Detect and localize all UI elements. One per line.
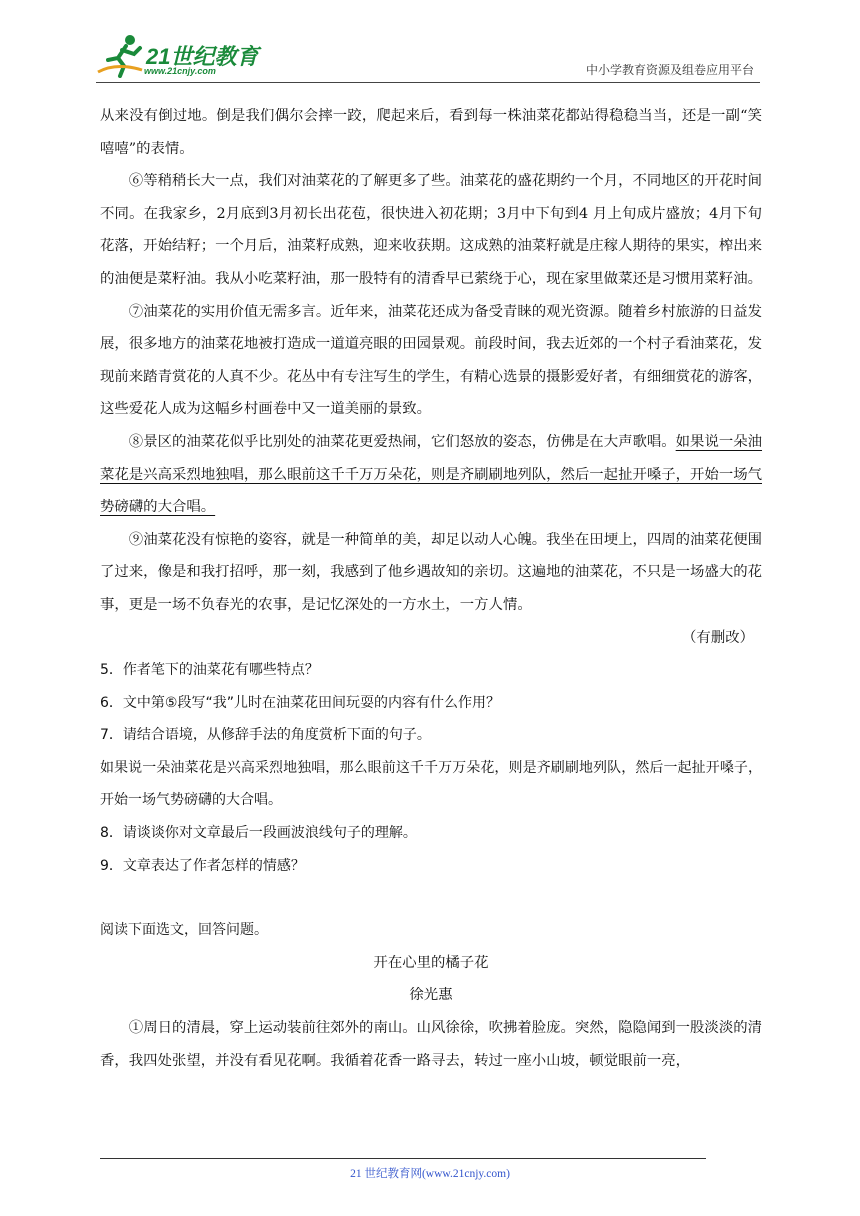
paragraph-continued: 从来没有倒过地。倒是我们偶尔会摔一跤，爬起来后，看到每一株油菜花都站得稳稳当当，还是一副“笑嘻嘻”的表情。 (100, 108, 762, 157)
paragraph-8-text: ⑧景区的油菜花似乎比别处的油菜花更爱热闹，它们怒放的姿态，仿佛是在大声歌唱。 (128, 433, 676, 450)
page-header (96, 30, 760, 83)
article-author: 徐光惠 (409, 987, 453, 1004)
question-9: 9．文章表达了作者怎样的情感？ (100, 857, 305, 874)
reading-instruction: 阅读下面选文，回答问题。 (100, 922, 268, 939)
question-7-quote: 如果说一朵油菜花是兴高采烈地独唱，那么眼前这千千万万朵花，则是齐刷刷地列队，然后一起扯开嗓子，开始一场气势磅礴的大合唱。 (100, 759, 762, 809)
paragraph-6: ⑥等稍稍长大一点，我们对油菜花的了解更多了些。油菜花的盛花期约一个月，不同地区的开花时间不同。在我家乡，2月底到3月初长出花苞，很快进入初花期；3月中下旬到4 月上旬成片盛放；4月下旬花落，开始结籽；一个月后，油菜籽成熟，迎来收获期。这成熟的油菜籽就是庄稼人期待的果实，榨出来的油便是菜籽油。我从小吃菜籽油，那一股特有的清香早已萦绕于心，现在家里做菜还是习惯用菜籽油。 (100, 173, 762, 287)
logo-text: 21世纪教育 (146, 44, 259, 69)
question-7: 7．请结合语境，从修辞手法的角度赏析下面的句子。 (100, 727, 431, 744)
question-6: 6．文中第⑤段写“我”儿时在油菜花田间玩耍的内容有什么作用？ (100, 694, 500, 711)
source-note: （有删改） (682, 629, 754, 646)
logo-url: www.21cnjy.com (144, 66, 216, 76)
document-body (100, 100, 762, 1077)
question-8: 8．请谈谈你对文章最后一段画波浪线句子的理解。 (100, 825, 417, 842)
runner-logo-icon (96, 32, 148, 78)
paragraph-8 (100, 426, 762, 524)
underlined-sentence: 如果说一朵油菜花是兴高采烈地独唱，那么眼前这千千万万朵花，则是齐刷刷地列队，然后一起扯开嗓子，开始一场气势磅礴的大合唱。 (100, 433, 763, 516)
platform-name: 中小学教育资源及组卷应用平台 (585, 63, 754, 77)
question-5: 5．作者笔下的油菜花有哪些特点？ (100, 662, 319, 679)
article-paragraph-1: ①周日的清晨，穿上运动装前往郊外的南山。山风徐徐，吹拂着脸庞。突然，隐隐闻到一股淡淡的清香，我四处张望，并没有看见花啊。我循着花香一路寻去，转过一座小山坡，顿觉眼前一亮， (100, 1020, 762, 1069)
site-logo[interactable] (96, 32, 266, 80)
page-footer[interactable]: 21 世纪教育网(www.21cnjy.com) (350, 1168, 510, 1180)
paragraph-9: ⑨油菜花没有惊艳的姿容，就是一种简单的美，却足以动人心魄。我坐在田埂上，四周的油菜花便围了过来，像是和我打招呼，那一刻，我感到了他乡遇故知的亲切。这遍地的油菜花，不只是一场盛大的花事，更是一场不负春光的农事，是记忆深处的一方水土，一方人情。 (100, 531, 762, 613)
paragraph-7: ⑦油菜花的实用价值无需多言。近年来，油菜花还成为备受青睐的观光资源。随着乡村旅游的日益发展，很多地方的油菜花地被打造成一道道亮眼的田园景观。前段时间，我去近郊的一个村子看油菜花，发现前来踏青赏花的人真不少。花丛中有专注写生的学生，有精心选景的摄影爱好者，有细细赏花的游客，这些爱花人成为这幅乡村画卷中又一道美丽的景致。 (100, 303, 762, 418)
article-title: 开在心里的橘子花 (373, 954, 489, 971)
footer-divider (100, 1158, 706, 1159)
section-gap (100, 882, 762, 914)
